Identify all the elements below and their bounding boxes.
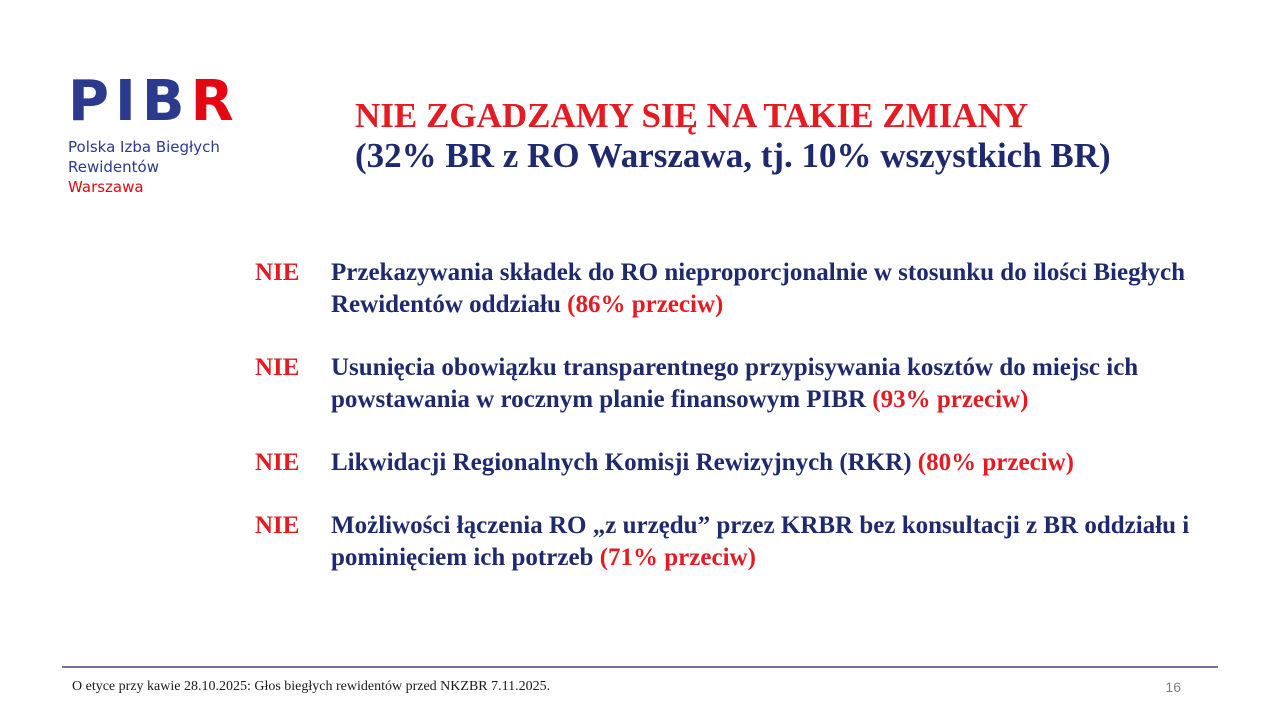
footer-divider	[62, 666, 1218, 668]
objection-item	[255, 447, 1215, 479]
objection-percentage: (86% przeciw)	[567, 291, 724, 318]
objection-text: Likwidacji Regionalnych Komisji Rewizyjnych (RKR)	[331, 449, 918, 476]
objection-text-block	[331, 257, 1191, 321]
objection-item	[255, 352, 1215, 416]
objection-percentage: (71% przeciw)	[599, 544, 756, 571]
pibr-logo-mark	[68, 69, 268, 134]
logo-mark-pib: PIB	[68, 69, 191, 134]
objection-prefix: NIE	[255, 354, 300, 381]
headline-subtitle: (32% BR z RO Warszawa, tj. 10% wszystkich BR)	[355, 136, 1111, 175]
objection-percentage: (93% przeciw)	[872, 386, 1029, 413]
slide-headline	[355, 96, 1235, 176]
objection-prefix: NIE	[255, 512, 300, 539]
logo-branch-name: Warszawa	[68, 178, 144, 196]
objection-text-block	[331, 510, 1191, 574]
pibr-logo	[68, 69, 268, 197]
objection-item	[255, 510, 1215, 574]
objection-text-block	[331, 352, 1191, 416]
objection-text-block	[331, 447, 1191, 479]
objection-text: Przekazywania składek do RO nieproporcjonalnie w stosunku do ilości Biegłych Rewidentów oddziału	[331, 259, 1186, 318]
footer-text: O etyce przy kawie 28.10.2025: Głos biegłych rewidentów przed NKZBR 7.11.2025.	[72, 679, 551, 694]
logo-mark-r: R	[190, 69, 240, 134]
objection-text: Możliwości łączenia RO „z urzędu” przez KRBR bez konsultacji z BR oddziału i pominięciem ich potrzeb	[331, 512, 1190, 571]
page-number: 16	[1165, 679, 1181, 695]
objection-text: Usunięcia obowiązku transparentnego przypisywania kosztów do miejsc ich powstawania w rocznym planie finansowym PIBR	[331, 354, 1139, 413]
objection-prefix: NIE	[255, 449, 300, 476]
logo-org-name-line2: Rewidentów	[68, 158, 159, 176]
objection-list	[255, 257, 1215, 574]
headline-title: NIE ZGADZAMY SIĘ NA TAKIE ZMIANY	[355, 96, 1029, 135]
objection-percentage: (80% przeciw)	[917, 449, 1074, 476]
objection-prefix: NIE	[255, 259, 300, 286]
logo-org-name-line1: Polska Izba Biegłych	[68, 138, 220, 156]
objection-item	[255, 257, 1215, 321]
